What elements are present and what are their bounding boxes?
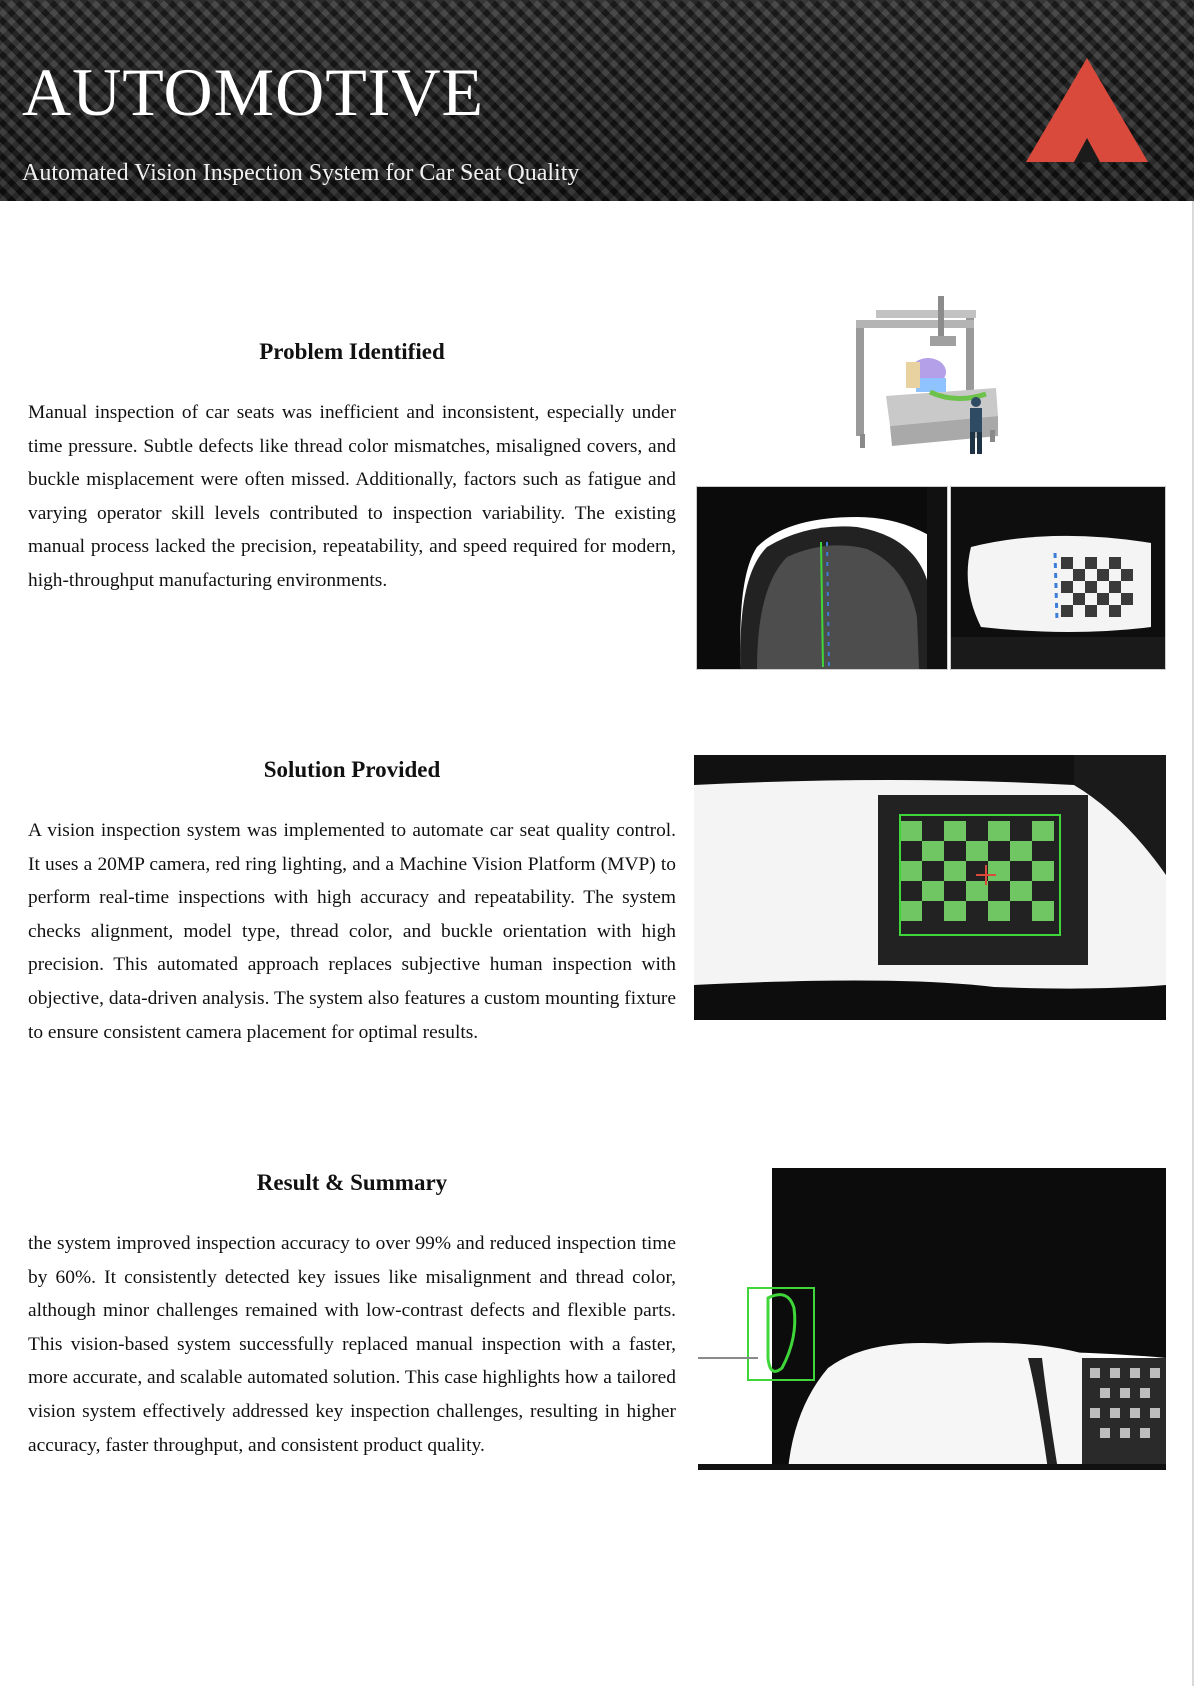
header-banner <box>0 0 1194 201</box>
page-title: AUTOMOTIVE <box>22 54 485 130</box>
buckle-detection-image <box>698 1168 1166 1470</box>
seat-cushion-scan-image <box>950 486 1166 670</box>
section-title-result: Result & Summary <box>256 1170 448 1195</box>
section-title-solution: Solution Provided <box>263 757 441 782</box>
section-title-problem: Problem Identified <box>259 339 445 364</box>
section-body-problem: Manual inspection of car seats was inefficient and inconsistent, especially under time pressure. Subtle defects like thread color mismatches, misaligned covers, and buckle misplacement were often missed. Additionally, factors such as fatigue and varying operator skill levels contributed to inspection variability. The existing manual process lacked the precision, repeatability, and speed required for modern, high-throughput manufacturing environments. <box>28 402 676 591</box>
section-body-solution: A vision inspection system was implemented to automate car seat quality control. It uses a 20MP camera, red ring lighting, and a Machine Vision Platform (MVP) to perform real-time inspections with high accuracy and repeatability. The system checks alignment, model type, thread color, and buckle orientation with high precision. This automated approach replaces subjective human inspection with objective, data-driven analysis. The system also features a custom mounting fixture to ensure consistent camera placement for optimal results. <box>28 820 676 1043</box>
section-body-result: the system improved inspection accuracy to over 99% and reduced inspection time by 60%. It consistently detected key issues like misalignment and thread color, although minor challenges remained with low-contrast defects and flexible parts. This vision-based system successfully replaced manual inspection with a faster, more accurate, and scalable automated solution. This case highlights how a tailored vision system effectively addressed key inspection challenges, resulting in higher accuracy, faster throughput, and consistent product quality. <box>28 1233 676 1456</box>
company-logo-icon <box>1026 58 1148 162</box>
seat-backrest-scan-image <box>696 486 948 670</box>
seat-pattern-detection-image <box>694 755 1166 1020</box>
inspection-machine-illustration <box>846 296 1014 464</box>
page-subtitle: Automated Vision Inspection System for Car Seat Quality <box>22 160 580 186</box>
